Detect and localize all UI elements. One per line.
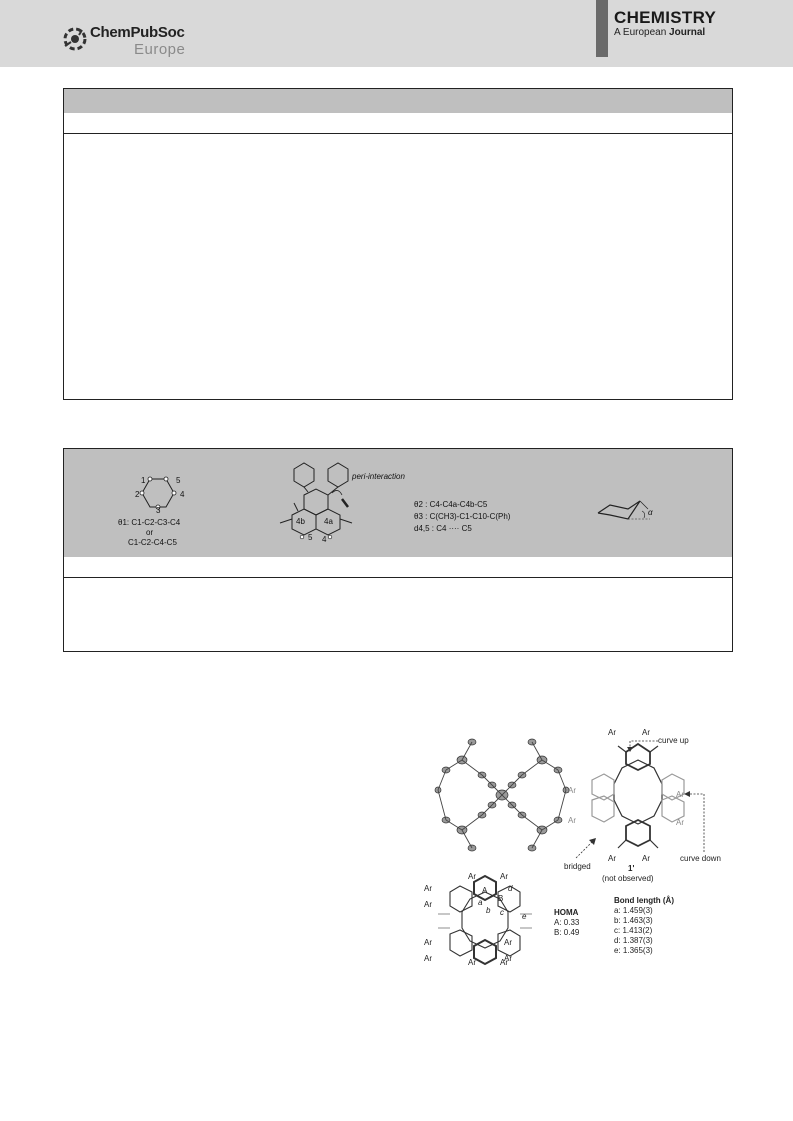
journal-prefix: A European: [614, 27, 667, 38]
curve-up-arrow-icon: [624, 738, 658, 752]
ar-label: Ar: [424, 884, 432, 893]
journal-accent-bar: [596, 0, 608, 57]
bond-length-a: a: 1.459(3): [614, 906, 653, 915]
publisher-region: Europe: [134, 41, 186, 58]
ring-A-label: A: [482, 886, 488, 895]
ar-label: Ar: [676, 818, 684, 827]
mol-label-4: 4: [322, 535, 327, 544]
ring-B-label: B: [498, 894, 504, 903]
theta2-definition: θ2 : C4-C4a-C4b-C5: [414, 500, 488, 509]
bond-length-b: b: 1.463(3): [614, 916, 653, 925]
homa-A-value: A: 0.33: [554, 918, 580, 927]
journal-logo: [614, 9, 716, 39]
chair-conformation-diagram: [594, 499, 664, 527]
journal-title: CHEMISTRY: [614, 8, 717, 27]
ring-label-1: 1: [141, 476, 146, 485]
curve-down-arrow-icon: [684, 790, 708, 854]
ring-label-4: 4: [180, 490, 185, 499]
ar-label: Ar: [568, 816, 576, 825]
journal-subtitle: [614, 27, 716, 39]
ar-label: Ar: [608, 728, 616, 737]
ar-label: Ar: [608, 854, 616, 863]
bond-b-label: b: [486, 906, 491, 915]
bond-length-e: e: 1.365(3): [614, 946, 653, 955]
homa-title: HOMA: [554, 908, 579, 917]
ring-label-2: 2: [135, 490, 140, 499]
mol-label-4a: 4a: [324, 517, 333, 526]
table-1-column-header: [64, 113, 732, 134]
table-2-column-header: [64, 557, 732, 578]
bond-c-label: c: [500, 908, 504, 917]
structure-figure: [418, 724, 738, 974]
mol-label-4b: 4b: [296, 517, 305, 526]
not-observed-label: (not observed): [602, 874, 654, 883]
bond-length-title: Bond length (Å): [614, 896, 674, 905]
ring-label-3: 3: [156, 506, 161, 515]
table-1: [63, 88, 733, 400]
bond-length-d: d: 1.387(3): [614, 936, 653, 945]
ar-label: Ar: [504, 954, 512, 963]
table-1-caption-bar: [64, 89, 732, 113]
ar-label: Ar: [424, 900, 432, 909]
theta1-or: or: [146, 528, 154, 537]
chempubsoc-mark-icon: [62, 26, 88, 52]
ar-label: Ar: [468, 872, 476, 881]
theta3-definition: θ3 : C(CH3)-C1-C10-C(Ph): [414, 512, 511, 521]
curve-down-label: curve down: [680, 854, 721, 863]
ar-label: Ar: [424, 954, 432, 963]
peri-interaction-label: peri-interaction: [352, 472, 405, 481]
ar-label: Ar: [568, 786, 576, 795]
ar-label: Ar: [500, 872, 508, 881]
bond-d-label: d: [508, 884, 513, 893]
curve-up-label: curve up: [658, 736, 689, 745]
page-header: [0, 0, 793, 67]
journal-suffix: Journal: [669, 27, 706, 38]
homa-B-value: B: 0.49: [554, 928, 580, 937]
ar-label: Ar: [468, 958, 476, 967]
ring-label-5: 5: [176, 476, 181, 485]
bridged-label: bridged: [564, 862, 591, 871]
table-2: [63, 448, 733, 652]
theta1-alternative: C1-C2-C4-C5: [128, 538, 177, 547]
mol-label-5: 5: [308, 533, 313, 542]
bond-e-label: e: [522, 912, 527, 921]
ar-label: Ar: [642, 728, 650, 737]
bond-a-label: a: [478, 898, 483, 907]
ar-label: Ar: [676, 790, 684, 799]
compound-label: 1': [628, 864, 635, 873]
publisher-name: ChemPubSoc: [90, 24, 185, 41]
table-2-header: [64, 449, 732, 557]
ar-label: Ar: [424, 938, 432, 947]
d45-definition: d4,5 : C4 ···· C5: [414, 524, 472, 533]
theta1-definition: θ1: C1-C2-C3-C4: [118, 518, 181, 527]
ar-label: Ar: [642, 854, 650, 863]
crystal-structure-image: [432, 730, 572, 860]
ar-label: Ar: [500, 958, 508, 967]
ar-label: Ar: [504, 938, 512, 947]
bond-length-c: c: 1.413(2): [614, 926, 653, 935]
chempubsoc-logo: [62, 20, 202, 60]
bridged-arrow-icon: [574, 836, 598, 860]
alpha-label: α: [648, 508, 653, 517]
